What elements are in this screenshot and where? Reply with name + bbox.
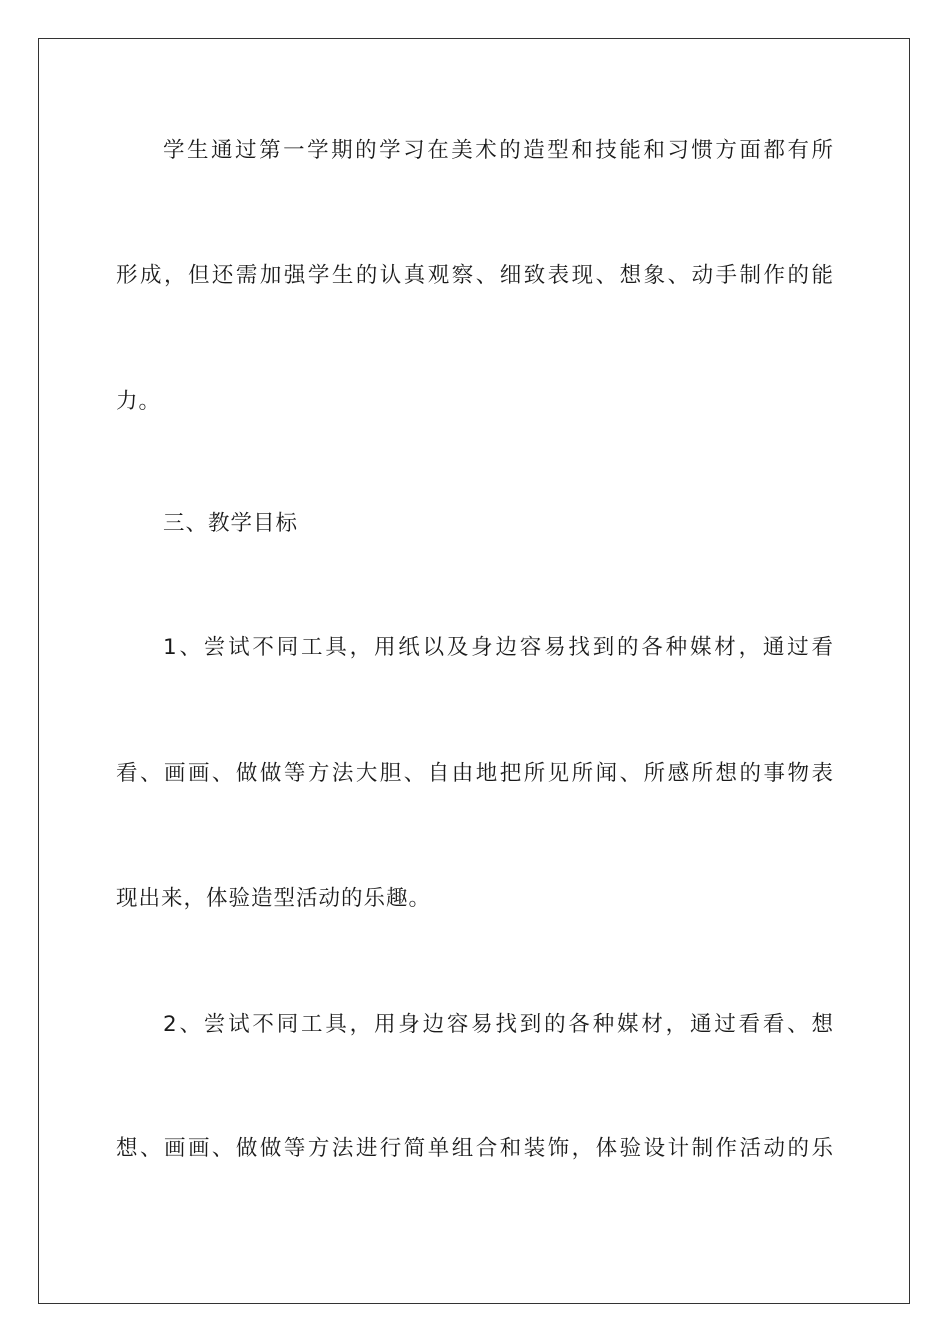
paragraph-line: 想、画画、做做等方法进行简单组合和装饰，体验设计制作活动的乐: [116, 1136, 834, 1161]
paragraph-line: 力。: [116, 389, 162, 414]
paragraph-line: 1、尝试不同工具，用纸以及身边容易找到的各种媒材，通过看: [163, 635, 834, 660]
paragraph-line: 看、画画、做做等方法大胆、自由地把所见所闻、所感所想的事物表: [116, 761, 834, 786]
paragraph-line: 形成，但还需加强学生的认真观察、细致表现、想象、动手制作的能: [116, 263, 834, 288]
paragraph-line: 现出来，体验造型活动的乐趣。: [116, 886, 432, 911]
paragraph-line: 2、尝试不同工具，用身边容易找到的各种媒材，通过看看、想: [163, 1012, 834, 1037]
paragraph-line: 学生通过第一学期的学习在美术的造型和技能和习惯方面都有所: [163, 138, 834, 163]
section-heading: 三、教学目标: [163, 511, 299, 536]
page-border: [38, 38, 910, 1304]
